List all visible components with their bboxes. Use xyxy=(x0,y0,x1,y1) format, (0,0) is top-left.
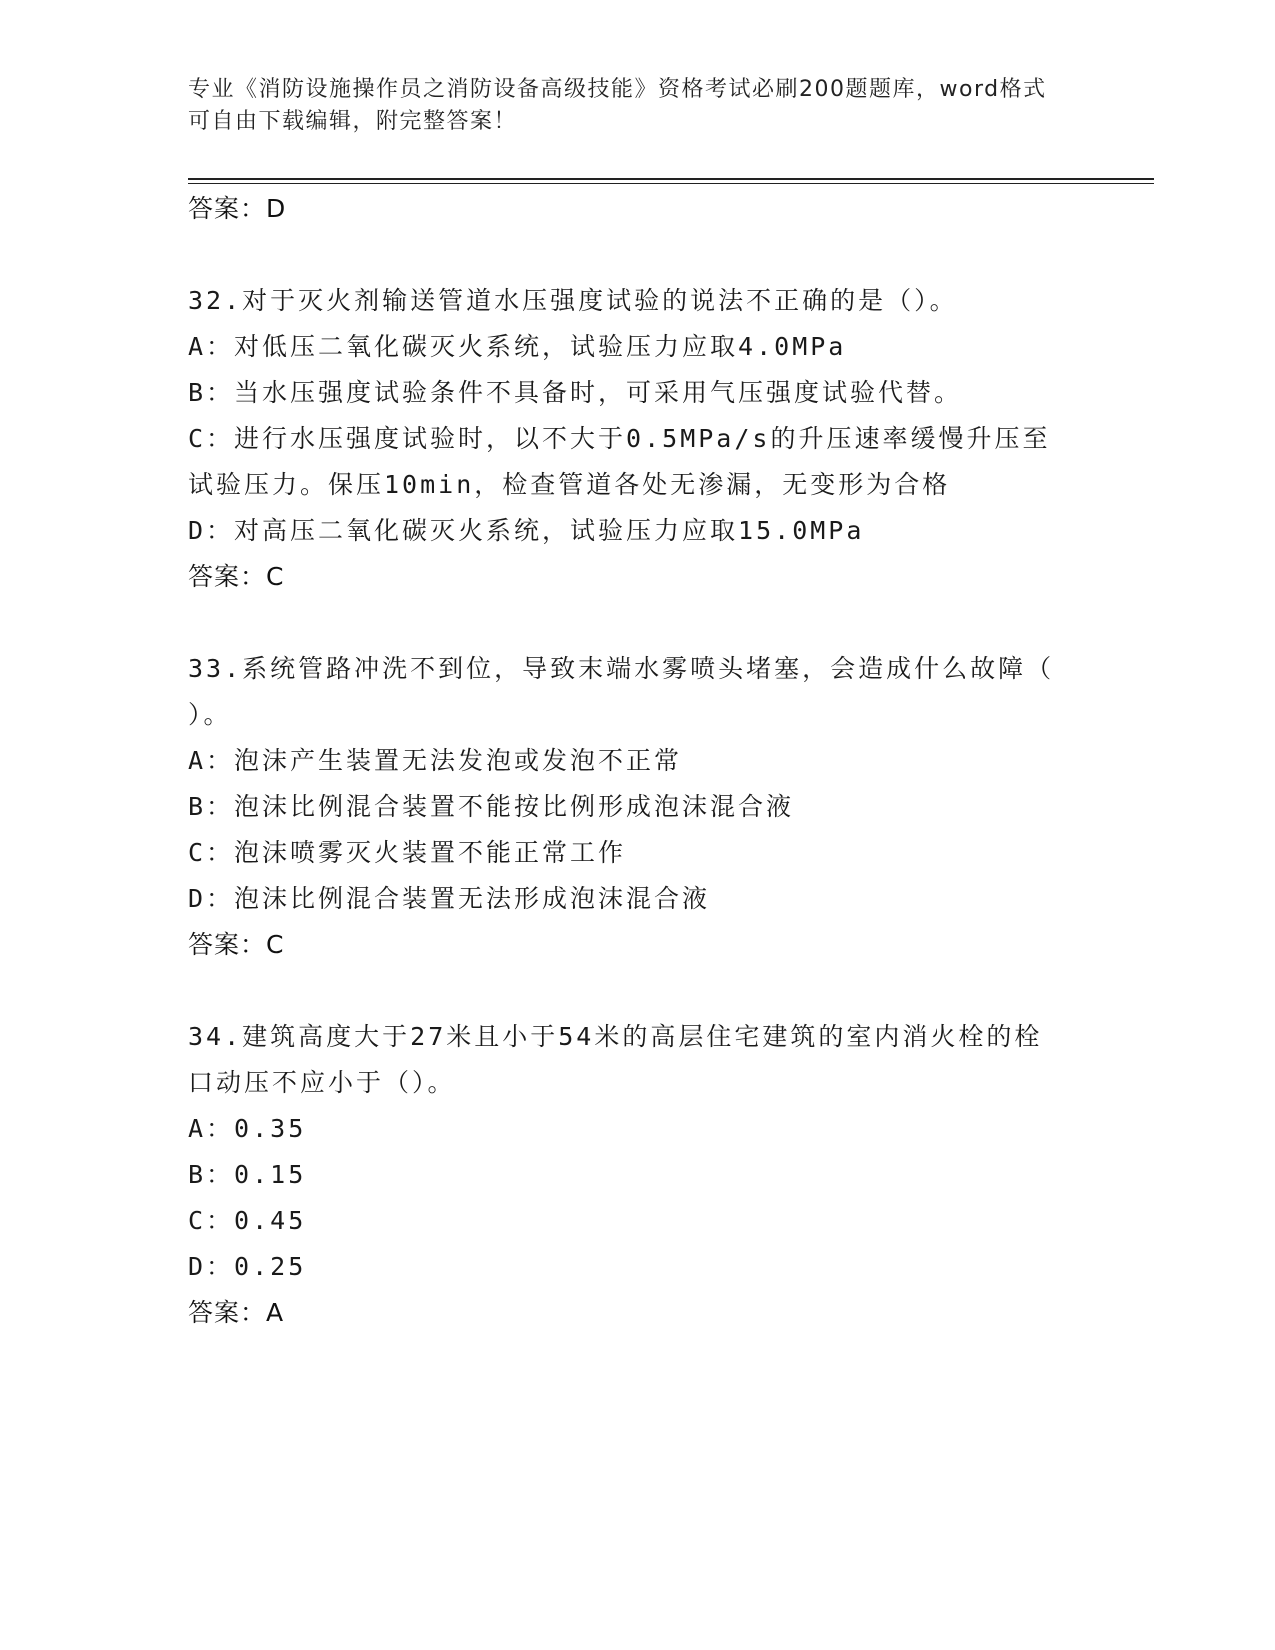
option-d: D：对高压二氧化碳灭火系统，试验压力应取15.0MPa xyxy=(188,516,865,545)
question-text: 33.系统管路冲洗不到位，导致末端水雾喷头堵塞，会造成什么故障（ xyxy=(188,654,1055,683)
option-a: A：对低压二氧化碳灭火系统，试验压力应取4.0MPa xyxy=(188,332,847,361)
option-c: C：0.45 xyxy=(188,1206,307,1235)
question-text: 34.建筑高度大于27米且小于54米的高层住宅建筑的室内消火栓的栓 xyxy=(188,1022,1043,1051)
option-c: C：泡沫喷雾灭火装置不能正常工作 xyxy=(188,838,627,867)
answer: 答案：C xyxy=(188,562,285,591)
question-34 xyxy=(188,1014,1088,1336)
answer: 答案：A xyxy=(188,1298,285,1327)
document-header xyxy=(188,74,1068,138)
question-text-continued: 口动压不应小于（）。 xyxy=(188,1068,456,1097)
option-b: B：泡沫比例混合装置不能按比例形成泡沫混合液 xyxy=(188,792,795,821)
option-d: D：0.25 xyxy=(188,1252,307,1281)
header-divider-thick xyxy=(188,178,1154,180)
previous-answer: 答案：D xyxy=(188,194,287,223)
option-a: A：0.35 xyxy=(188,1114,307,1143)
question-text: 32.对于灭火剂输送管道水压强度试验的说法不正确的是（）。 xyxy=(188,286,958,315)
header-divider-thin xyxy=(188,183,1154,184)
option-c: C：进行水压强度试验时，以不大于0.5MPa/s的升压速率缓慢升压至 xyxy=(188,424,1051,453)
option-d: D：泡沫比例混合装置无法形成泡沫混合液 xyxy=(188,884,711,913)
question-text-continued: ）。 xyxy=(188,700,232,729)
option-c-continued: 试验压力。保压10min，检查管道各处无渗漏，无变形为合格 xyxy=(188,470,951,499)
option-b: B：当水压强度试验条件不具备时，可采用气压强度试验代替。 xyxy=(188,378,963,407)
question-32 xyxy=(188,278,1088,600)
document-body xyxy=(188,186,1088,1336)
question-33 xyxy=(188,646,1088,968)
answer: 答案：C xyxy=(188,930,285,959)
header-title: 专业《消防设施操作员之消防设备高级技能》资格考试必刷200题题库，word格式可自由下载编辑，附完整答案！ xyxy=(188,77,1047,134)
option-b: B：0.15 xyxy=(188,1160,307,1189)
option-a: A：泡沫产生装置无法发泡或发泡不正常 xyxy=(188,746,683,775)
